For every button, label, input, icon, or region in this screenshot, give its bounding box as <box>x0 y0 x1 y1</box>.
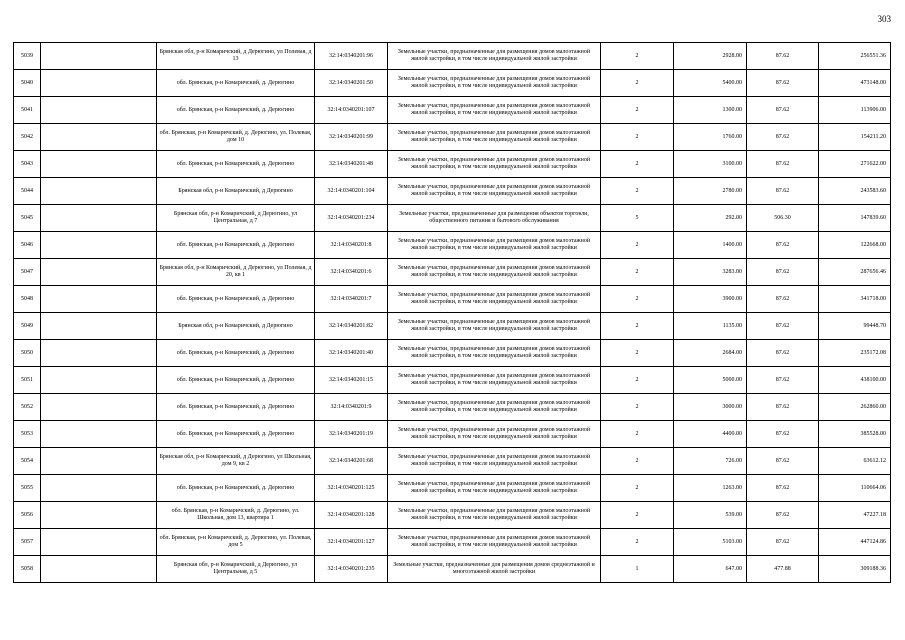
cell-empty <box>41 340 157 367</box>
cell-specific-value: 87.62 <box>747 394 819 421</box>
cell-cadastral-number: 32:14:0340201:40 <box>315 340 388 367</box>
cell-group: 2 <box>601 286 674 313</box>
cell-address: Брянская обл, р-н Комаричский, д Дерюгино, ул Школьная, дом 9, кв 2 <box>157 448 315 475</box>
cell-cadastral-value: 63612.12 <box>819 448 891 475</box>
cell-cadastral-value: 99448.70 <box>819 313 891 340</box>
cell-cadastral-number: 32:14:0340201:9 <box>315 394 388 421</box>
cell-area: 3900.00 <box>674 286 747 313</box>
cell-specific-value: 87.62 <box>747 97 819 124</box>
cell-cadastral-number: 32:14:0340201:128 <box>315 502 388 529</box>
cell-empty <box>41 43 157 70</box>
cell-specific-value: 87.62 <box>747 124 819 151</box>
cell-record-number: 5042 <box>14 124 41 151</box>
cell-address: Брянская обл, р-н Комаричский, д Дерюгино, ул Центральная, д 7 <box>157 205 315 232</box>
cell-group: 2 <box>601 340 674 367</box>
table-row <box>14 124 891 151</box>
cell-land-use: Земельные участки, предназначенные для размещения домов малоэтажной жилой застройки, в том числе индивидуальной жилой застройки <box>388 124 601 151</box>
table-row <box>14 259 891 286</box>
cell-cadastral-value: 341718.00 <box>819 286 891 313</box>
cell-land-use: Земельные участки, предназначенные для размещения домов малоэтажной жилой застройки, в том числе индивидуальной жилой застройки <box>388 313 601 340</box>
cell-area: 2780.00 <box>674 178 747 205</box>
cell-area: 1263.00 <box>674 475 747 502</box>
cell-land-use: Земельные участки, предназначенные для размещения домов малоэтажной жилой застройки, в том числе индивидуальной жилой застройки <box>388 232 601 259</box>
cell-empty <box>41 259 157 286</box>
cell-cadastral-value: 110664.06 <box>819 475 891 502</box>
cell-cadastral-number: 32:14:0340201:82 <box>315 313 388 340</box>
cell-area: 5103.00 <box>674 529 747 556</box>
cell-record-number: 5052 <box>14 394 41 421</box>
table-body <box>14 43 891 583</box>
cell-group: 2 <box>601 232 674 259</box>
cell-empty <box>41 178 157 205</box>
cell-area: 292.00 <box>674 205 747 232</box>
cell-specific-value: 87.62 <box>747 367 819 394</box>
cell-cadastral-number: 32:14:0340201:15 <box>315 367 388 394</box>
cell-empty <box>41 367 157 394</box>
cell-specific-value: 87.62 <box>747 232 819 259</box>
cell-land-use: Земельные участки, предназначенные для размещения домов малоэтажной жилой застройки, в том числе индивидуальной жилой застройки <box>388 448 601 475</box>
cell-area: 2684.00 <box>674 340 747 367</box>
cell-specific-value: 87.62 <box>747 178 819 205</box>
cell-empty <box>41 448 157 475</box>
cell-address: обл. Брянская, р-н Комаричский, д. Дерюгино, ул. Полевая, дом 5 <box>157 529 315 556</box>
cell-cadastral-value: 47227.18 <box>819 502 891 529</box>
cell-cadastral-number: 32:14:0340201:7 <box>315 286 388 313</box>
cell-record-number: 5049 <box>14 313 41 340</box>
cell-specific-value: 87.62 <box>747 286 819 313</box>
cell-area: 539.00 <box>674 502 747 529</box>
cell-empty <box>41 70 157 97</box>
cell-land-use: Земельные участки, предназначенные для размещения домов среднеэтажной и многоэтажной жилой застройки <box>388 556 601 583</box>
cell-group: 2 <box>601 151 674 178</box>
cell-address: обл. Брянская, р-н Комаричский, д. Дерюгино <box>157 97 315 124</box>
table-row <box>14 502 891 529</box>
cell-cadastral-value: 447124.86 <box>819 529 891 556</box>
cell-record-number: 5045 <box>14 205 41 232</box>
table-row <box>14 421 891 448</box>
cell-cadastral-value: 438100.00 <box>819 367 891 394</box>
cell-cadastral-number: 32:14:0340201:50 <box>315 70 388 97</box>
cell-empty <box>41 475 157 502</box>
cell-cadastral-number: 32:14:0340201:96 <box>315 43 388 70</box>
cell-cadastral-value: 154211.20 <box>819 124 891 151</box>
cell-area: 5000.00 <box>674 367 747 394</box>
cell-group: 2 <box>601 529 674 556</box>
cell-empty <box>41 394 157 421</box>
cell-land-use: Земельные участки, предназначенные для размещения домов малоэтажной жилой застройки, в том числе индивидуальной жилой застройки <box>388 340 601 367</box>
cell-specific-value: 477.88 <box>747 556 819 583</box>
cell-cadastral-number: 32:14:0340201:68 <box>315 448 388 475</box>
cell-specific-value: 87.62 <box>747 421 819 448</box>
cell-record-number: 5050 <box>14 340 41 367</box>
cell-address: Брянская обл, р-н Комаричский, д Дерюгино, ул Центральная, д 5 <box>157 556 315 583</box>
cell-area: 3100.00 <box>674 151 747 178</box>
table-row <box>14 43 891 70</box>
cell-empty <box>41 232 157 259</box>
cell-cadastral-value: 122668.00 <box>819 232 891 259</box>
cell-land-use: Земельные участки, предназначенные для размещения домов малоэтажной жилой застройки, в том числе индивидуальной жилой застройки <box>388 286 601 313</box>
cell-area: 1400.00 <box>674 232 747 259</box>
cell-cadastral-value: 243583.60 <box>819 178 891 205</box>
cell-empty <box>41 529 157 556</box>
cell-address: обл. Брянская, р-н Комаричский, д. Дерюгино, ул. Полевая, дом 10 <box>157 124 315 151</box>
cell-area: 5400.00 <box>674 70 747 97</box>
cell-group: 1 <box>601 556 674 583</box>
cell-cadastral-value: 235172.08 <box>819 340 891 367</box>
cell-land-use: Земельные участки, предназначенные для размещения домов малоэтажной жилой застройки, в том числе индивидуальной жилой застройки <box>388 421 601 448</box>
cell-cadastral-number: 32:14:0340201:127 <box>315 529 388 556</box>
cell-cadastral-number: 32:14:0340201:8 <box>315 232 388 259</box>
cell-record-number: 5040 <box>14 70 41 97</box>
cell-record-number: 5056 <box>14 502 41 529</box>
cell-empty <box>41 502 157 529</box>
page-number: 303 <box>877 14 891 24</box>
cell-cadastral-value: 271622.00 <box>819 151 891 178</box>
cell-area: 1300.00 <box>674 97 747 124</box>
cell-cadastral-number: 32:14:0340201:107 <box>315 97 388 124</box>
cell-specific-value: 506.30 <box>747 205 819 232</box>
cell-area: 3283.00 <box>674 259 747 286</box>
cell-area: 4400.00 <box>674 421 747 448</box>
cell-area: 2928.00 <box>674 43 747 70</box>
cell-area: 726.00 <box>674 448 747 475</box>
table-row <box>14 448 891 475</box>
cell-land-use: Земельные участки, предназначенные для размещения домов малоэтажной жилой застройки, в том числе индивидуальной жилой застройки <box>388 475 601 502</box>
cell-cadastral-value: 309188.36 <box>819 556 891 583</box>
cell-address: обл. Брянская, р-н Комаричский, д. Дерюгино <box>157 475 315 502</box>
cell-cadastral-number: 32:14:0340201:234 <box>315 205 388 232</box>
cell-area: 647.00 <box>674 556 747 583</box>
cell-address: обл. Брянская, р-н Комаричский, д. Дерюгино <box>157 421 315 448</box>
cell-land-use: Земельные участки, предназначенные для размещения домов малоэтажной жилой застройки, в том числе индивидуальной жилой застройки <box>388 178 601 205</box>
cell-cadastral-number: 32:14:0340201:99 <box>315 124 388 151</box>
cell-land-use: Земельные участки, предназначенные для размещения домов малоэтажной жилой застройки, в том числе индивидуальной жилой застройки <box>388 502 601 529</box>
cell-cadastral-value: 256551.36 <box>819 43 891 70</box>
cell-address: Брянская обл, р-н Комаричский, д Дерюгино, ул Полевая, д 13 <box>157 43 315 70</box>
cell-cadastral-number: 32:14:0340201:48 <box>315 151 388 178</box>
cell-record-number: 5043 <box>14 151 41 178</box>
cell-empty <box>41 97 157 124</box>
cell-group: 2 <box>601 259 674 286</box>
cell-empty <box>41 421 157 448</box>
cell-land-use: Земельные участки, предназначенные для размещения домов малоэтажной жилой застройки, в том числе индивидуальной жилой застройки <box>388 151 601 178</box>
cell-area: 1135.00 <box>674 313 747 340</box>
table-row <box>14 151 891 178</box>
cell-specific-value: 87.62 <box>747 70 819 97</box>
cell-cadastral-number: 32:14:0340201:19 <box>315 421 388 448</box>
table-row <box>14 475 891 502</box>
cell-cadastral-value: 262860.00 <box>819 394 891 421</box>
cell-cadastral-number: 32:14:0340201:6 <box>315 259 388 286</box>
cadastral-value-table <box>13 42 891 583</box>
cell-cadastral-value: 147839.60 <box>819 205 891 232</box>
cell-group: 2 <box>601 502 674 529</box>
cell-group: 2 <box>601 394 674 421</box>
cell-land-use: Земельные участки, предназначенные для размещения объектов торговли, общественного питания и бытового обслуживания <box>388 205 601 232</box>
cell-record-number: 5046 <box>14 232 41 259</box>
cell-address: обл. Брянская, р-н Комаричский, д. Дерюгино <box>157 394 315 421</box>
cell-address: обл. Брянская, р-н Комаричский, д. Дерюгино <box>157 70 315 97</box>
cell-group: 2 <box>601 178 674 205</box>
cell-land-use: Земельные участки, предназначенные для размещения домов малоэтажной жилой застройки, в том числе индивидуальной жилой застройки <box>388 97 601 124</box>
cell-record-number: 5041 <box>14 97 41 124</box>
cell-cadastral-number: 32:14:0340201:125 <box>315 475 388 502</box>
cell-record-number: 5048 <box>14 286 41 313</box>
cell-group: 5 <box>601 205 674 232</box>
cell-record-number: 5053 <box>14 421 41 448</box>
cell-land-use: Земельные участки, предназначенные для размещения домов малоэтажной жилой застройки, в том числе индивидуальной жилой застройки <box>388 394 601 421</box>
cell-specific-value: 87.62 <box>747 475 819 502</box>
table-row <box>14 367 891 394</box>
cell-cadastral-number: 32:14:0340201:104 <box>315 178 388 205</box>
cell-address: обл. Брянская, р-н Комаричский, д. Дерюгино <box>157 151 315 178</box>
table-row <box>14 232 891 259</box>
cell-land-use: Земельные участки, предназначенные для размещения домов малоэтажной жилой застройки, в том числе индивидуальной жилой застройки <box>388 70 601 97</box>
table-row <box>14 394 891 421</box>
cell-group: 2 <box>601 367 674 394</box>
cell-group: 2 <box>601 448 674 475</box>
cell-land-use: Земельные участки, предназначенные для размещения домов малоэтажной жилой застройки, в том числе индивидуальной жилой застройки <box>388 43 601 70</box>
cell-empty <box>41 286 157 313</box>
table-row <box>14 529 891 556</box>
cell-specific-value: 87.62 <box>747 151 819 178</box>
table-row <box>14 313 891 340</box>
table-row <box>14 556 891 583</box>
cell-empty <box>41 205 157 232</box>
cell-record-number: 5057 <box>14 529 41 556</box>
cell-cadastral-value: 385528.00 <box>819 421 891 448</box>
table-row <box>14 97 891 124</box>
cell-record-number: 5058 <box>14 556 41 583</box>
table-row <box>14 70 891 97</box>
cell-group: 2 <box>601 124 674 151</box>
cell-group: 2 <box>601 97 674 124</box>
table-row <box>14 340 891 367</box>
cell-empty <box>41 151 157 178</box>
cell-group: 2 <box>601 43 674 70</box>
cell-specific-value: 87.62 <box>747 448 819 475</box>
cell-empty <box>41 124 157 151</box>
cell-address: обл. Брянская, р-н Комаричский, д. Дерюгино, ул. Школьная, дом 13, квартира 1 <box>157 502 315 529</box>
cell-land-use: Земельные участки, предназначенные для размещения домов малоэтажной жилой застройки, в том числе индивидуальной жилой застройки <box>388 367 601 394</box>
cell-address: обл. Брянская, р-н Комаричский, д. Дерюгино <box>157 340 315 367</box>
cell-land-use: Земельные участки, предназначенные для размещения домов малоэтажной жилой застройки, в том числе индивидуальной жилой застройки <box>388 259 601 286</box>
cell-group: 2 <box>601 313 674 340</box>
cell-cadastral-value: 287656.46 <box>819 259 891 286</box>
cell-cadastral-value: 113906.00 <box>819 97 891 124</box>
cell-group: 2 <box>601 421 674 448</box>
cell-land-use: Земельные участки, предназначенные для размещения домов малоэтажной жилой застройки, в том числе индивидуальной жилой застройки <box>388 529 601 556</box>
cell-specific-value: 87.62 <box>747 529 819 556</box>
cell-address: обл. Брянская, р-н Комаричский, д. Дерюгино <box>157 286 315 313</box>
cell-area: 1760.00 <box>674 124 747 151</box>
cell-specific-value: 87.62 <box>747 259 819 286</box>
cell-cadastral-value: 473148.00 <box>819 70 891 97</box>
cell-specific-value: 87.62 <box>747 502 819 529</box>
cell-group: 2 <box>601 475 674 502</box>
cell-specific-value: 87.62 <box>747 43 819 70</box>
cell-address: Брянская обл, р-н Комаричский, д Дерюгино <box>157 178 315 205</box>
table-row <box>14 178 891 205</box>
cell-record-number: 5054 <box>14 448 41 475</box>
cell-empty <box>41 556 157 583</box>
cell-address: Брянская обл, р-н Комаричский, д Дерюгино <box>157 313 315 340</box>
cell-specific-value: 87.62 <box>747 340 819 367</box>
cell-address: обл. Брянская, р-н Комаричский, д. Дерюгино <box>157 232 315 259</box>
cell-area: 3000.00 <box>674 394 747 421</box>
cell-cadastral-number: 32:14:0340201:235 <box>315 556 388 583</box>
table-row <box>14 205 891 232</box>
cell-empty <box>41 313 157 340</box>
cell-record-number: 5047 <box>14 259 41 286</box>
cell-record-number: 5055 <box>14 475 41 502</box>
cell-specific-value: 87.62 <box>747 313 819 340</box>
cell-group: 2 <box>601 70 674 97</box>
cell-address: обл. Брянская, р-н Комаричский, д. Дерюгино <box>157 367 315 394</box>
table-row <box>14 286 891 313</box>
cell-record-number: 5051 <box>14 367 41 394</box>
cell-record-number: 5044 <box>14 178 41 205</box>
cell-address: Брянская обл, р-н Комаричский, д Дерюгино, ул Полевая, д 20, кв 1 <box>157 259 315 286</box>
cell-record-number: 5039 <box>14 43 41 70</box>
